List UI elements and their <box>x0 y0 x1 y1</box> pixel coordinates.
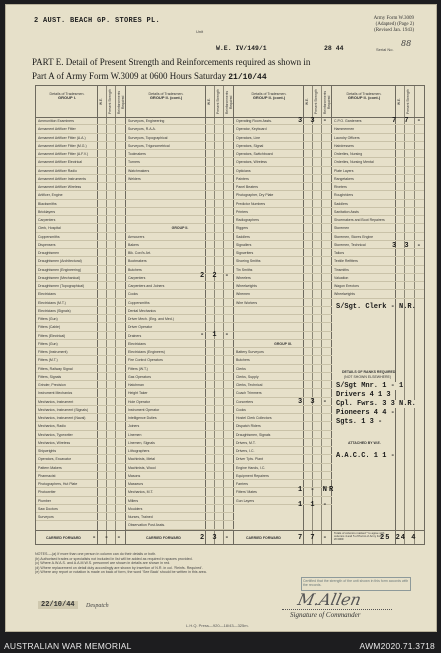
trade-row: Masons <box>126 473 234 480</box>
trade-row: Observation Post Assts. <box>126 522 234 529</box>
trade-row: Shipwrights <box>36 448 126 455</box>
trade-row: Predictor Numbers <box>234 201 332 208</box>
carried-value-3: 7 7 - <box>298 534 330 542</box>
trade-row: Tin Smiths <box>234 267 332 274</box>
trade-row: Joiners <box>126 423 234 430</box>
trade-row: Electricians (M.T.) <box>36 300 126 307</box>
attached-label: ATTACHED BY W.E. <box>348 441 381 445</box>
hdr-reinf-3: Reinforcements Required <box>323 90 331 114</box>
trade-row: Draughtsmen (Architectural) <box>36 258 126 265</box>
signature-label: Signature of Commander <box>290 611 361 619</box>
trade-row: Bakers <box>126 242 234 249</box>
war-establishment-number: W.E. IV/149/1 <box>216 45 267 52</box>
trade-row: Armament Artificer Wireless <box>36 184 126 191</box>
trade-row: Storemen, Stores Engine <box>332 234 424 241</box>
trade-row: Draughtsmen (Topographical) <box>36 283 126 290</box>
trade-row: Instrument Mechanics <box>36 390 126 397</box>
hdr-col2: Details of Tradesmen. GROUP II. (cont.) <box>148 92 184 101</box>
hdr-we-1: W.E. <box>99 98 103 106</box>
trade-row: Surveyors, Engineering <box>126 118 234 125</box>
strength-table <box>35 85 425 545</box>
trade-row: Clerks <box>234 366 332 373</box>
trade-row: Turners <box>126 159 234 166</box>
archive-caption-left: AUSTRALIAN WAR MEMORIAL <box>4 641 132 651</box>
trade-row: Watchmakers <box>126 168 234 175</box>
trade-row: Mechanics, Typewriter <box>36 432 126 439</box>
trade-row: Fitters (M.T.) <box>36 357 126 364</box>
value-storemen-technical: 3 3 - <box>392 242 424 250</box>
hdr-we-4: W.E. <box>397 98 401 106</box>
extra-rank-row: S/Sgt Mnr. 1 - 1 <box>336 382 404 390</box>
trade-row: Driver Operator <box>126 324 234 331</box>
army-form-sheet <box>5 4 437 632</box>
trade-row <box>234 308 332 315</box>
table-header <box>36 86 424 118</box>
trade-row: Clerks, Supply <box>234 374 332 381</box>
trade-row: Orderlies, Nursing <box>332 151 424 158</box>
trade-row: Wheelers <box>234 275 332 282</box>
trade-row <box>126 201 234 208</box>
trade-row: Driver Mech. (Eng. and Med.) <box>126 316 234 323</box>
trade-row: Cooks <box>126 291 234 298</box>
trade-row: Butchers <box>234 357 332 364</box>
trade-row: Operators, Switchboard <box>234 151 332 158</box>
trade-row: Operators, Signal <box>234 143 332 150</box>
serial-label: Serial No. <box>376 47 394 52</box>
sgt-clerk-entry: S/Sgt. Clerk - N.R. <box>336 303 416 311</box>
value-carpenters: 2 2 - <box>200 272 232 280</box>
trade-row: Hatchman <box>126 382 234 389</box>
trade-row: Machinists, Wood <box>126 465 234 472</box>
trade-row: Valuation <box>332 275 424 282</box>
trade-row: Blacksmiths <box>36 201 126 208</box>
trade-row: Painters <box>234 176 332 183</box>
trade-row: Riveters <box>332 184 424 191</box>
trade-row: Operating Room Assts. <box>234 118 332 125</box>
carried-value-2: 2 3 - <box>200 534 232 542</box>
trade-row: C.P.O. Gardeners <box>332 118 424 125</box>
hdr-we-3: W.E. <box>305 98 309 106</box>
trade-row: Opticians <box>234 168 332 175</box>
trade-row: Armament Artificer Electrical <box>36 159 126 166</box>
trade-row: Mechanics, Instrument (Signals) <box>36 407 126 414</box>
trade-row: Rangetakers <box>332 176 424 183</box>
trade-row: Driver Tpts. Plant <box>234 456 332 463</box>
trade-row: Gun Layers <box>234 498 332 505</box>
trade-row <box>126 217 234 224</box>
trade-row: Pattern Makers <box>36 465 126 472</box>
value-drivers-mt: 1 - NR <box>298 486 336 494</box>
trade-row: Artificer, Engine <box>36 192 126 199</box>
hdr-col3: Details of Tradesmen. GROUP II. (cont.) <box>251 92 287 101</box>
note-c: (c) Where A.W.A.S. and A.A.M.W.S. personnel are shown in details are shown in red. <box>35 561 171 566</box>
form-ref-line-1: Army Form W.3009 <box>373 16 414 21</box>
signature-line <box>282 609 392 610</box>
trade-row: Engine Hands, I.C. <box>234 465 332 472</box>
hdr-present-1: Present Strength <box>108 89 112 115</box>
trade-row: Battery Surveyors <box>234 349 332 356</box>
value-driver-operator: - 1 - <box>200 331 232 339</box>
carried-value-1: - - - <box>92 534 124 542</box>
trade-row: Pharmacist <box>36 473 126 480</box>
trade-row: Fire Control Operators <box>126 357 234 364</box>
trade-row: Wheelwrights <box>234 283 332 290</box>
trade-row: Tailors <box>332 250 424 257</box>
trade-row: Operators, Wireless <box>234 159 332 166</box>
archive-caption-right: AWM2020.71.3718 <box>359 641 435 651</box>
note-d: (d) Where replacement on detail duty accordingly are shown by insertion of N.R. in col. 'Reinfs. Required'. <box>35 565 203 570</box>
trade-row: Electricians <box>126 341 234 348</box>
trade-row: Wagon Erectors <box>332 283 424 290</box>
trade-row: GROUP II. <box>126 225 234 232</box>
hdr-present-2: Present Strength <box>216 89 220 115</box>
value-col4-row0: 7 7 - <box>392 117 424 125</box>
trade-row: Orderlies, Nursing Mental <box>332 159 424 166</box>
trade-row: Radiographers <box>234 217 332 224</box>
extra-rank-row: Cpl. Fwrs. 3 3 N.R. <box>336 400 416 408</box>
carried-forward-3: CARRIED FORWARD <box>246 536 281 540</box>
trade-row: GROUP III. <box>234 341 332 348</box>
trade-row: Machinists, Metal <box>126 456 234 463</box>
value-clerks: 3 3 - <box>298 398 330 406</box>
trade-row: Lithographers <box>126 448 234 455</box>
trade-row: Electricians (Engineers) <box>126 349 234 356</box>
trade-row: Welders <box>126 176 234 183</box>
hdr-col1: Details of Tradesmen. GROUP I. <box>49 92 85 101</box>
trade-row <box>234 316 332 323</box>
trade-row <box>126 184 234 191</box>
note-b: (b) Authorised trades or specialists not included in list will be added as required in spaces provided. <box>35 556 193 561</box>
trade-row: Concreters <box>234 399 332 406</box>
trade-row: Textile Refitters <box>332 258 424 265</box>
trade-row: Carpenters <box>36 217 126 224</box>
trade-row: Hairdressers <box>332 143 424 150</box>
form-notes <box>35 552 335 575</box>
trade-row: Linemen <box>126 432 234 439</box>
trade-row: Coppersmiths <box>36 234 126 241</box>
trade-row: Hostel Clerk Collectors <box>234 415 332 422</box>
trade-row: Carpenters and Joiners <box>126 283 234 290</box>
trade-row: Coach Trimmers <box>234 390 332 397</box>
trade-row: Armourers <box>126 234 234 241</box>
commander-signature: M.Allen <box>295 590 364 609</box>
trade-row: Fitters, Signals <box>36 374 126 381</box>
extra-rank-row: Sgts. 1 3 - <box>336 418 383 426</box>
form-reference <box>374 16 414 34</box>
trade-row: Moulders <box>126 506 234 513</box>
trade-row: Butchers <box>126 267 234 274</box>
trade-row: Height Taker <box>126 390 234 397</box>
trade-row: Ammunition Examiners <box>36 118 126 125</box>
trade-row: Sanitation Assts <box>332 209 424 216</box>
trade-row: Cooks <box>234 407 332 414</box>
trade-row: Operators, Excavator <box>36 456 126 463</box>
trade-row: Shoemakers and Boot Repairers <box>332 217 424 224</box>
extra-rank-row: Drivers 4 1 3 <box>336 391 391 399</box>
trade-row: Wiremen <box>234 291 332 298</box>
hdr-reinf-1: Reinforcements Required <box>117 90 125 114</box>
trade-row: Toolmakers <box>126 151 234 158</box>
trade-row: Signwriters <box>234 250 332 257</box>
trade-row: Intelligence Duties <box>126 415 234 422</box>
trade-row: Shoeing Smiths <box>234 258 332 265</box>
trade-row: Clerks, Technical <box>234 382 332 389</box>
trade-row <box>126 209 234 216</box>
trade-row: Fitters (Electrical) <box>36 333 126 340</box>
trade-row: Photographers, Hut Plate <box>36 481 126 488</box>
trade-row: Drainers <box>126 333 234 340</box>
trade-row: Saw Doctors <box>36 506 126 513</box>
trade-row: Fitters' Mates <box>234 489 332 496</box>
despatch-date: 22/10/44 <box>38 601 78 609</box>
trade-row: Mechanics, Wireless <box>36 440 126 447</box>
trade-row: Operators, Line <box>234 135 332 142</box>
trade-row: Armament Artificer Fitter (M.G.) <box>36 143 126 150</box>
trade-row: Blk. Cord's Art. <box>126 250 234 257</box>
trade-row: Draughtsmen, Signals <box>234 432 332 439</box>
trade-row: Mechanics, M.T. <box>126 489 234 496</box>
trade-row: Farriers <box>234 481 332 488</box>
trade-row: Surveyors, Topographical <box>126 135 234 142</box>
carried-forward-1: CARRIED FORWARD <box>46 536 81 540</box>
trade-row: Nurses, Trained <box>126 514 234 521</box>
unit-name: 2 AUST. BEACH GP. STORES PL. <box>34 17 161 25</box>
value-engine-hands: 1 1 - <box>298 501 330 509</box>
trade-row: Equipment Repairers <box>234 473 332 480</box>
trade-row: Signallers <box>234 242 332 249</box>
trade-row: Fitters (Instrument) <box>36 349 126 356</box>
trade-row: Masseurs <box>126 481 234 488</box>
trade-row: Draughtsmen <box>36 250 126 257</box>
trade-row: Saddlers <box>332 201 424 208</box>
report-date: 21/10/44 <box>228 73 267 82</box>
value-col3-row0: 3 3 - <box>298 117 330 125</box>
trade-row: Draughtsmen (Mechanical) <box>36 275 126 282</box>
hdr-present-4: Present Strength <box>406 89 410 115</box>
part-title <box>32 55 412 85</box>
trade-row: Electricians <box>36 291 126 298</box>
trade-row: Dispensers <box>36 242 126 249</box>
trade-row: Fitters (Cable) <box>36 324 126 331</box>
trade-row: Surveyors, R.A.A. <box>126 126 234 133</box>
trade-row: Plate Layers <box>332 168 424 175</box>
trade-row: Dispatch Riders <box>234 423 332 430</box>
trade-row: Fitters (W.T.) <box>126 366 234 373</box>
despatch-label: Despatch <box>86 603 109 609</box>
trade-row: Clerk, Hospital <box>36 225 126 232</box>
trade-row <box>234 333 332 340</box>
trade-row: Instrument Operator <box>126 407 234 414</box>
trade-row: Mechanics, Instrument (Naval) <box>36 415 126 422</box>
trade-row: Storemen <box>332 225 424 232</box>
certification-stamp: Certified that the strength of the unit shown in this form accords with the records. <box>301 577 411 591</box>
trade-row: Millers <box>126 498 234 505</box>
trade-row <box>126 192 234 199</box>
trade-row: Roughriders <box>332 192 424 199</box>
trade-row: Saddlers <box>234 234 332 241</box>
totals-value: 25 24 4 <box>380 534 417 542</box>
trade-row: Bricklayers <box>36 209 126 216</box>
trade-row: Storemen, Technical <box>332 242 424 249</box>
trade-row: Tinsmiths <box>332 267 424 274</box>
trade-row: Mechanics, Instrument <box>36 399 126 406</box>
trade-row: Grinder, Precision <box>36 382 126 389</box>
trade-row: Fitters (Gun) <box>36 316 126 323</box>
trade-row: Riggers <box>234 225 332 232</box>
hdr-reinf-2: Reinforcements Required <box>225 90 233 114</box>
trade-row: Bootmakers <box>126 258 234 265</box>
trade-row: Hole Operator <box>126 399 234 406</box>
totals-label: Totals of columns marked * to agree with columns 4 and 5 of Part A of Army Form W.3009 <box>334 531 385 542</box>
trade-row <box>234 324 332 331</box>
extra-ranks-header: DETAILS OF RANKS REQUIRED <box>342 370 396 374</box>
trade-row: Mechanics, Radio <box>36 423 126 430</box>
trade-row: Drivers, M.T. <box>234 440 332 447</box>
trade-row: Armament Artificer Fitter (A.A.) <box>36 135 126 142</box>
trade-row: Carpenters <box>126 275 234 282</box>
extra-ranks-subheader: (NOT SHOWN ELSEWHERE) <box>344 375 391 379</box>
trade-row: Wire Workers <box>234 300 332 307</box>
trade-row: Surveyors <box>36 514 126 521</box>
trade-row: Photowriter <box>36 489 126 496</box>
trade-row: Printers <box>234 209 332 216</box>
trade-row: Panel Beaters <box>234 184 332 191</box>
trade-row: Draughtsmen (Engineering) <box>36 267 126 274</box>
trade-row: Linemen, Signals <box>126 440 234 447</box>
carried-forward-row <box>36 530 424 546</box>
extra-rank-row: Pioneers 4 4 - <box>336 409 395 417</box>
trade-row: Drivers, I.C. <box>234 448 332 455</box>
trade-row: Armament Artificer Radio <box>36 168 126 175</box>
title-line-1: PART E. Detail of Present Strength and Reinforcements required as shown in <box>32 57 311 67</box>
trade-row: Hammermen <box>332 126 424 133</box>
trade-row: Armament Artificer Instruments <box>36 176 126 183</box>
form-ref-line-2: (Adapted) (Page 2) <box>375 22 414 27</box>
hdr-we-2: W.E. <box>207 98 211 106</box>
trade-row: Coppersmiths <box>126 300 234 307</box>
trade-row: Dental Mechanics <box>126 308 234 315</box>
unit-label: Unit <box>196 29 204 34</box>
trade-row: Fitters (Gun) <box>36 341 126 348</box>
trade-row: Operator, Keyboard <box>234 126 332 133</box>
trade-row: Fitters, Railway Signal <box>36 366 126 373</box>
trade-row: Armament Artificer Fitter <box>36 126 126 133</box>
printer-imprint: L.H.Q. Press—920—18/43—325m. <box>186 623 249 628</box>
trade-row: Armament Artificer Fitter (A.F.V.) <box>36 151 126 158</box>
serial-handwritten: 88 <box>401 39 412 48</box>
trade-row: Photographer, Dry Plate <box>234 192 332 199</box>
trade-row: Gas Operators <box>126 374 234 381</box>
form-ref-line-3: (Revised Jan. 1943) <box>374 28 414 33</box>
trade-row: Laundry Officers <box>332 135 424 142</box>
trade-row: Wheelwrights <box>332 291 424 298</box>
trade-row: Electricians (Signals) <box>36 308 126 315</box>
hdr-col4: Details of Tradesmen. GROUP II. (cont.) <box>346 92 382 101</box>
title-line-2: Part A of Army Form W.3009 at 0600 Hours Saturday 21/10/44 <box>32 71 267 82</box>
hdr-present-3: Present Strength <box>314 89 318 115</box>
carried-forward-2: CARRIED FORWARD <box>146 536 181 540</box>
note-a: NOTES.—(a) If more than one person in column can do their details or both. <box>35 552 157 556</box>
note-e: (e) Where any report or notation is made on back of form, the word 'See Back' should be written in this area. <box>35 570 207 575</box>
trade-row: Surveyors, Trigonometrical <box>126 143 234 150</box>
serial-typed-number: 28 44 <box>324 45 344 52</box>
aacc-entry: A.A.C.C. 1 1 - <box>336 452 395 460</box>
trade-row: Plumber <box>36 498 126 505</box>
